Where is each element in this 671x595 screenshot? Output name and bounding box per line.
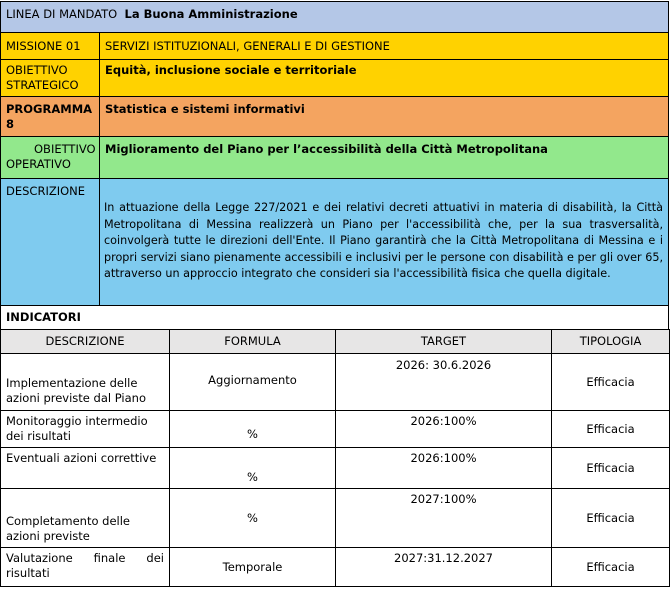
obiettivo-operativo-value: Miglioramento del Piano per l’accessibilità della Città Metropolitana bbox=[99, 137, 668, 178]
descrizione-row bbox=[0, 178, 669, 305]
row-formula: Temporale bbox=[170, 548, 336, 587]
table-row bbox=[1, 548, 670, 587]
row-descrizione: Completamento delle azioni previste bbox=[1, 489, 170, 548]
obiettivo-operativo-row bbox=[0, 136, 669, 178]
row-target: 2027:31.12.2027 bbox=[336, 548, 552, 587]
indicatori-header-row bbox=[1, 330, 670, 354]
table-row bbox=[1, 411, 670, 448]
obiettivo-strategico-row bbox=[0, 59, 669, 96]
programma-row bbox=[0, 96, 669, 136]
missione-value: SERVIZI ISTITUZIONALI, GENERALI E DI GESTIONE bbox=[99, 33, 668, 59]
programma-value: Statistica e sistemi informativi bbox=[99, 97, 668, 136]
row-tipologia: Efficacia bbox=[552, 448, 670, 489]
obiettivo-strategico-value: Equità, inclusione sociale e territoriale bbox=[99, 60, 668, 96]
row-target: 2026:100% bbox=[336, 448, 552, 489]
header-formula: FORMULA bbox=[170, 330, 336, 354]
indicatori-title: INDICATORI bbox=[6, 310, 81, 324]
indicatori-table bbox=[0, 329, 670, 587]
row-descrizione: Valutazione finale dei risultati bbox=[1, 548, 170, 587]
row-target: 2027:100% bbox=[336, 489, 552, 548]
linea-mandato-row bbox=[0, 1, 669, 32]
row-formula: Aggiornamento bbox=[170, 354, 336, 411]
row-descrizione: Eventuali azioni correttive bbox=[1, 448, 170, 489]
obiettivo-strategico-label: OBIETTIVO STRATEGICO bbox=[6, 63, 79, 92]
obiettivo-operativo-label: OBIETTIVO OPERATIVO bbox=[6, 142, 96, 171]
missione-label: MISSIONE 01 bbox=[6, 39, 81, 53]
descrizione-text: In attuazione della Legge 227/2021 e dei relativi decreti attuativi in materia di disabilità, la Città Metropolitana di Messina realizzerà un Piano per l'accessibilità che, per la sua trasversalità, coinvolgerà tutte le direzioni dell'Ente. Il Piano garantirà che la Città Metropolitana di Messina e i propri servizi siano pienamente accessibili e inclusivi per le persone con disabilità e per gli over 65, attraverso un approccio integrato che consideri sia l'accessibilità fisica che quella digitale. bbox=[99, 179, 668, 305]
linea-mandato-label: LINEA DI MANDATO bbox=[6, 7, 118, 21]
row-tipologia: Efficacia bbox=[552, 354, 670, 411]
table-row bbox=[1, 489, 670, 548]
row-formula: % bbox=[170, 489, 336, 548]
linea-mandato-value: La Buona Amministrazione bbox=[124, 7, 298, 21]
header-descrizione: DESCRIZIONE bbox=[1, 330, 170, 354]
row-tipologia: Efficacia bbox=[552, 489, 670, 548]
programma-label: PROGRAMMA 8 bbox=[6, 102, 93, 131]
missione-row bbox=[0, 32, 669, 59]
descrizione-label: DESCRIZIONE bbox=[6, 184, 86, 198]
indicatori-title-row bbox=[0, 305, 669, 329]
row-target: 2026:100% bbox=[336, 411, 552, 448]
table-row bbox=[1, 448, 670, 489]
row-descrizione: Monitoraggio intermedio dei risultati bbox=[1, 411, 170, 448]
row-descrizione: Implementazione delle azioni previste dal Piano bbox=[1, 354, 170, 411]
header-tipologia: TIPOLOGIA bbox=[552, 330, 670, 354]
row-formula: % bbox=[170, 411, 336, 448]
row-target: 2026: 30.6.2026 bbox=[336, 354, 552, 411]
row-formula: % bbox=[170, 448, 336, 489]
header-target: TARGET bbox=[336, 330, 552, 354]
row-tipologia: Efficacia bbox=[552, 548, 670, 587]
table-row bbox=[1, 354, 670, 411]
row-tipologia: Efficacia bbox=[552, 411, 670, 448]
